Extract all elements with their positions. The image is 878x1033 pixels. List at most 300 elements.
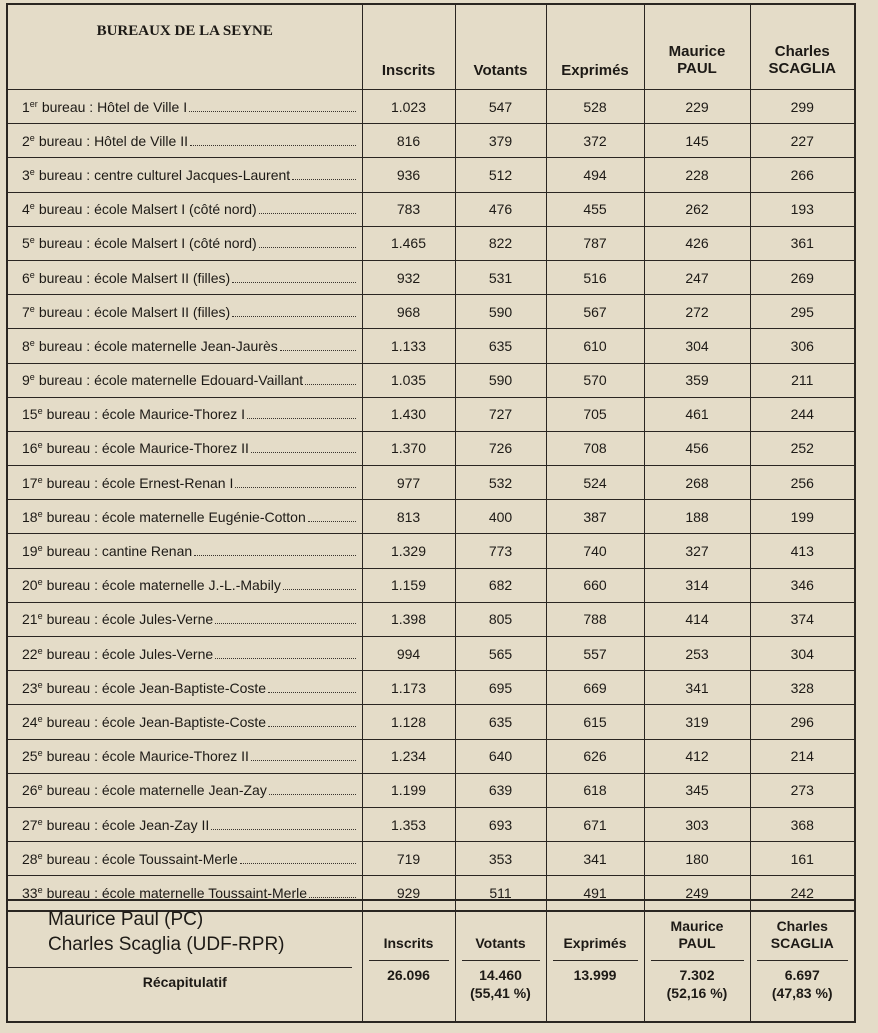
bureau-number-value: 8 (22, 337, 30, 354)
table-row (7, 739, 855, 773)
votants-cell: 727 (455, 397, 546, 431)
scaglia-cell: 244 (750, 397, 855, 431)
bureau-number (22, 270, 35, 286)
bureau-number-value: 20 (22, 577, 38, 594)
leader-dots (280, 350, 356, 351)
exprimes-cell: 557 (546, 637, 644, 671)
votants-cell: 726 (455, 431, 546, 465)
bureau-number-value: 28 (22, 850, 38, 867)
bureau-ordinal-suffix: e (29, 337, 35, 348)
table-row (7, 397, 855, 431)
bureau-ordinal-suffix: e (29, 235, 35, 246)
bureau-label: bureau : école maternelle Eugénie-Cotton (46, 508, 306, 525)
paul-cell: 456 (644, 431, 750, 465)
bureau-ordinal-suffix: e (37, 474, 43, 485)
bureau-label: bureau : école maternelle J.-L.-Mabily (46, 577, 281, 594)
bureau-label-wrap (22, 543, 356, 559)
paul-cell: 249 (644, 876, 750, 911)
table-row (7, 807, 855, 841)
bureau-cell (7, 500, 362, 534)
bureau-number-value: 25 (22, 748, 38, 765)
bureau-ordinal-suffix: e (29, 166, 35, 177)
bureau-ordinal-suffix: e (37, 884, 43, 895)
paul-cell: 461 (644, 397, 750, 431)
recap-paul-cell (644, 900, 750, 1022)
inscrits-cell: 1.023 (362, 90, 455, 124)
scaglia-cell: 211 (750, 363, 855, 397)
bureau-cell (7, 807, 362, 841)
table-row (7, 466, 855, 500)
bureau-number (22, 577, 43, 593)
bureau-number (22, 235, 35, 251)
bureau-label: bureau : école Malsert II (filles) (38, 269, 231, 286)
paul-cell: 228 (644, 158, 750, 192)
bureau-number-value: 9 (22, 372, 30, 389)
bureau-label-wrap (22, 133, 356, 149)
scaglia-cell: 214 (750, 739, 855, 773)
table-row (7, 226, 855, 260)
bureau-number-value: 23 (22, 679, 38, 696)
votants-cell: 639 (455, 773, 546, 807)
bureau-cell (7, 192, 362, 226)
bureau-label: bureau : école Jean-Zay II (46, 816, 210, 833)
bureau-ordinal-suffix: e (37, 748, 43, 759)
bureau-number-value: 1 (22, 98, 30, 115)
table-row (7, 637, 855, 671)
bureau-label-wrap (22, 201, 356, 217)
exprimes-cell: 705 (546, 397, 644, 431)
paul-cell: 247 (644, 260, 750, 294)
bureau-cell (7, 534, 362, 568)
bureau-number-value: 5 (22, 235, 30, 252)
recap-scaglia-header (757, 901, 849, 961)
recap-scaglia-cell (750, 900, 855, 1022)
bureau-ordinal-suffix: e (37, 850, 43, 861)
scaglia-header-last: SCAGLIA (768, 60, 836, 77)
bureau-label-wrap (22, 509, 356, 525)
bureau-label-wrap (22, 748, 356, 764)
bureau-cell (7, 705, 362, 739)
scaglia-cell: 306 (750, 329, 855, 363)
exprimes-cell: 671 (546, 807, 644, 841)
leader-dots (232, 316, 355, 317)
table-row (7, 90, 855, 124)
paul-cell: 180 (644, 842, 750, 876)
scaglia-cell: 296 (750, 705, 855, 739)
bureau-label-wrap (22, 577, 356, 593)
scaglia-cell: 242 (750, 876, 855, 911)
bureau-cell (7, 295, 362, 329)
leader-dots (259, 247, 356, 248)
bureau-label-wrap (22, 372, 356, 388)
inscrits-cell: 813 (362, 500, 455, 534)
recap-inscrits-value: 26.096 (387, 967, 430, 983)
votants-cell: 511 (455, 876, 546, 911)
scaglia-cell: 269 (750, 260, 855, 294)
bureau-label: bureau : école maternelle Jean-Jaurès (38, 337, 278, 354)
paul-header (644, 4, 750, 90)
recap-candidate-1: Maurice Paul (PC) (48, 909, 204, 930)
inscrits-cell: 719 (362, 842, 455, 876)
bureau-ordinal-suffix: e (37, 679, 43, 690)
bureau-cell (7, 568, 362, 602)
scaglia-cell: 273 (750, 773, 855, 807)
bureau-number (22, 475, 43, 491)
bureau-number-value: 7 (22, 303, 30, 320)
recap-votants-header: Votants (462, 901, 540, 961)
recap-exprimes-cell (546, 900, 644, 1022)
bureau-ordinal-suffix: e (29, 269, 35, 280)
bureau-cell (7, 260, 362, 294)
bureau-number (22, 133, 35, 149)
paul-cell: 272 (644, 295, 750, 329)
bureau-number-value: 4 (22, 201, 30, 218)
paul-cell: 345 (644, 773, 750, 807)
votants-cell: 531 (455, 260, 546, 294)
recap-inscrits-cell (362, 900, 455, 1022)
recap-paul-last: PAUL (678, 935, 716, 951)
recap-paul-number: 7.302 (679, 967, 715, 983)
table-row (7, 842, 855, 876)
exprimes-cell: 567 (546, 295, 644, 329)
bureau-cell (7, 466, 362, 500)
leader-dots (268, 692, 355, 693)
bureau-ordinal-suffix: e (37, 816, 43, 827)
leader-dots (268, 726, 355, 727)
votants-cell: 640 (455, 739, 546, 773)
bureau-label: bureau : école Maurice-Thorez II (46, 748, 249, 765)
table-row (7, 773, 855, 807)
bureau-label: bureau : école maternelle Toussaint-Merle (46, 884, 308, 901)
bureau-label: bureau : école Ernest-Renan I (46, 474, 234, 491)
scaglia-cell: 161 (750, 842, 855, 876)
bureau-ordinal-suffix: er (29, 98, 38, 109)
votants-cell: 773 (455, 534, 546, 568)
bureau-label-wrap (22, 680, 356, 696)
leader-dots (251, 452, 356, 453)
paul-cell: 303 (644, 807, 750, 841)
bureau-ordinal-suffix: e (37, 782, 43, 793)
recap-candidate-2: Charles Scaglia (UDF-RPR) (48, 934, 285, 955)
bureau-label: bureau : école Toussaint-Merle (46, 850, 238, 867)
exprimes-cell: 615 (546, 705, 644, 739)
recap-votants-value (456, 961, 546, 1002)
paul-header-last: PAUL (677, 60, 717, 77)
recap-paul-first: Maurice (670, 918, 724, 934)
bureau-number-value: 27 (22, 816, 38, 833)
recap-candidates (8, 901, 352, 968)
table-row (7, 260, 855, 294)
leader-dots (232, 282, 355, 283)
recap-table (6, 899, 856, 1023)
inscrits-cell: 783 (362, 192, 455, 226)
recap-scaglia-value (751, 961, 855, 1002)
inscrits-cell: 1.035 (362, 363, 455, 397)
inscrits-cell: 929 (362, 876, 455, 911)
bureau-label: bureau : école Malsert I (côté nord) (38, 235, 257, 252)
recap-paul-value (645, 961, 750, 1002)
bureau-cell (7, 671, 362, 705)
exprimes-cell: 491 (546, 876, 644, 911)
bureau-number (22, 680, 43, 696)
bureau-number (22, 406, 43, 422)
bureau-number (22, 851, 43, 867)
inscrits-cell: 1.159 (362, 568, 455, 602)
votants-cell: 476 (455, 192, 546, 226)
bureau-number-value: 19 (22, 543, 38, 560)
paul-cell: 304 (644, 329, 750, 363)
bureau-label-wrap (22, 714, 356, 730)
leader-dots (215, 623, 355, 624)
scaglia-cell: 227 (750, 124, 855, 158)
scaglia-cell: 299 (750, 90, 855, 124)
recap-exprimes-header: Exprimés (553, 901, 638, 961)
bureau-label-wrap (22, 406, 356, 422)
bureau-label-wrap (22, 235, 356, 251)
scaglia-header-first: Charles (774, 43, 830, 60)
bureau-number-value: 21 (22, 611, 38, 628)
paul-cell: 414 (644, 602, 750, 636)
bureau-ordinal-suffix: e (37, 508, 43, 519)
inscrits-cell: 932 (362, 260, 455, 294)
bureau-label: bureau : Hôtel de Ville II (38, 132, 188, 149)
bureau-label-wrap (22, 270, 356, 286)
bureau-cell (7, 602, 362, 636)
inscrits-cell: 816 (362, 124, 455, 158)
inscrits-cell: 1.234 (362, 739, 455, 773)
bureau-number (22, 99, 38, 115)
leader-dots (211, 829, 355, 830)
paul-cell: 229 (644, 90, 750, 124)
bureau-number (22, 338, 35, 354)
bureau-number-value: 26 (22, 782, 38, 799)
bureau-cell (7, 397, 362, 431)
votants-cell: 695 (455, 671, 546, 705)
inscrits-cell: 1.199 (362, 773, 455, 807)
leader-dots (190, 145, 356, 146)
bureau-ordinal-suffix: e (37, 611, 43, 622)
bureau-label-wrap (22, 475, 356, 491)
bureau-cell (7, 637, 362, 671)
bureau-number (22, 611, 43, 627)
bureau-number (22, 748, 43, 764)
votants-cell: 547 (455, 90, 546, 124)
exprimes-cell: 610 (546, 329, 644, 363)
scaglia-cell: 328 (750, 671, 855, 705)
bureau-ordinal-suffix: e (37, 440, 43, 451)
bureau-ordinal-suffix: e (37, 543, 43, 554)
table-row (7, 568, 855, 602)
bureau-number-value: 24 (22, 713, 38, 730)
paul-cell: 262 (644, 192, 750, 226)
exprimes-cell: 341 (546, 842, 644, 876)
bureau-label-wrap (22, 646, 356, 662)
bureau-number (22, 440, 43, 456)
bureau-number-value: 18 (22, 508, 38, 525)
bureau-number (22, 543, 43, 559)
bureau-ordinal-suffix: e (29, 372, 35, 383)
inscrits-cell: 1.329 (362, 534, 455, 568)
bureau-label-wrap (22, 782, 356, 798)
table-row (7, 363, 855, 397)
exprimes-cell: 788 (546, 602, 644, 636)
recap-paul-header (651, 901, 744, 961)
leader-dots (308, 521, 356, 522)
bureau-label: bureau : cantine Renan (46, 543, 193, 560)
recap-row (7, 900, 855, 1022)
scaglia-cell: 252 (750, 431, 855, 465)
bureau-label-wrap (22, 851, 356, 867)
votants-cell: 512 (455, 158, 546, 192)
table-row (7, 500, 855, 534)
table-row (7, 295, 855, 329)
bureau-label-wrap (22, 99, 356, 115)
exprimes-cell: 570 (546, 363, 644, 397)
bureau-number (22, 304, 35, 320)
votants-cell: 353 (455, 842, 546, 876)
leader-dots (283, 589, 356, 590)
votants-cell: 590 (455, 295, 546, 329)
votants-cell: 590 (455, 363, 546, 397)
recap-scaglia-number: 6.697 (784, 967, 820, 983)
bureau-number-value: 3 (22, 166, 30, 183)
exprimes-cell: 494 (546, 158, 644, 192)
votants-cell: 822 (455, 226, 546, 260)
table-row (7, 431, 855, 465)
table-row (7, 158, 855, 192)
bureau-cell (7, 124, 362, 158)
recap-paul-pct: (52,16 %) (666, 985, 728, 1001)
inscrits-cell: 1.353 (362, 807, 455, 841)
bureau-number (22, 714, 43, 730)
scaglia-header (750, 4, 855, 90)
bureau-ordinal-suffix: e (37, 406, 43, 417)
bureau-label-wrap (22, 167, 356, 183)
bureau-cell (7, 329, 362, 363)
recap-votants-cell (455, 900, 546, 1022)
bureau-cell (7, 739, 362, 773)
votants-cell: 565 (455, 637, 546, 671)
bureau-ordinal-suffix: e (29, 132, 35, 143)
exprimes-cell: 372 (546, 124, 644, 158)
recap-label: Récapitulatif (142, 974, 227, 990)
paul-header-first: Maurice (668, 43, 726, 60)
bureau-number-value: 15 (22, 406, 38, 423)
inscrits-cell: 1.128 (362, 705, 455, 739)
bureau-cell (7, 363, 362, 397)
bureau-number (22, 817, 43, 833)
table-row (7, 124, 855, 158)
leader-dots (247, 418, 355, 419)
paul-cell: 327 (644, 534, 750, 568)
bureau-cell (7, 158, 362, 192)
bureau-number (22, 782, 43, 798)
bureau-ordinal-suffix: e (37, 713, 43, 724)
leader-dots (269, 794, 356, 795)
table-row (7, 705, 855, 739)
paul-cell: 188 (644, 500, 750, 534)
scaglia-cell: 193 (750, 192, 855, 226)
inscrits-cell: 1.133 (362, 329, 455, 363)
votants-cell: 805 (455, 602, 546, 636)
scaglia-cell: 266 (750, 158, 855, 192)
scaglia-cell: 295 (750, 295, 855, 329)
bureau-cell (7, 90, 362, 124)
bureau-label-wrap (22, 440, 356, 456)
bureau-number-value: 2 (22, 132, 30, 149)
bureau-ordinal-suffix: e (29, 303, 35, 314)
exprimes-cell: 516 (546, 260, 644, 294)
bureau-cell (7, 773, 362, 807)
inscrits-cell: 1.430 (362, 397, 455, 431)
scaglia-cell: 413 (750, 534, 855, 568)
votants-cell: 635 (455, 705, 546, 739)
exprimes-cell: 524 (546, 466, 644, 500)
bureau-cell (7, 431, 362, 465)
votants-cell: 693 (455, 807, 546, 841)
bureau-number-value: 16 (22, 440, 38, 457)
exprimes-cell: 626 (546, 739, 644, 773)
table-row (7, 602, 855, 636)
bureau-label: bureau : Hôtel de Ville I (41, 98, 188, 115)
scaglia-cell: 346 (750, 568, 855, 602)
bureau-number-value: 33 (22, 884, 38, 901)
scaglia-cell: 361 (750, 226, 855, 260)
paul-cell: 314 (644, 568, 750, 602)
results-body (7, 90, 855, 911)
results-header-row (7, 4, 855, 90)
inscrits-cell: 994 (362, 637, 455, 671)
scaglia-cell: 256 (750, 466, 855, 500)
votants-cell: 532 (455, 466, 546, 500)
bureau-ordinal-suffix: e (37, 645, 43, 656)
bureau-cell (7, 842, 362, 876)
leader-dots (292, 179, 355, 180)
paul-cell: 145 (644, 124, 750, 158)
bureau-label: bureau : école Malsert I (côté nord) (38, 201, 257, 218)
exprimes-cell: 660 (546, 568, 644, 602)
votants-cell: 400 (455, 500, 546, 534)
inscrits-cell: 1.370 (362, 431, 455, 465)
paul-cell: 341 (644, 671, 750, 705)
recap-scaglia-last: SCAGLIA (770, 935, 834, 951)
paul-cell: 412 (644, 739, 750, 773)
inscrits-cell: 1.465 (362, 226, 455, 260)
votants-header: Votants (455, 4, 546, 90)
recap-inscrits-header: Inscrits (369, 901, 449, 961)
votants-cell: 379 (455, 124, 546, 158)
leader-dots (235, 487, 355, 488)
recap-scaglia-first: Charles (776, 918, 828, 934)
bureau-label-wrap (22, 611, 356, 627)
exprimes-cell: 787 (546, 226, 644, 260)
bureau-ordinal-suffix: e (29, 201, 35, 212)
bureau-number (22, 509, 43, 525)
exprimes-cell: 669 (546, 671, 644, 705)
recap-exprimes-value: 13.999 (573, 967, 617, 983)
bureau-label: bureau : école Jean-Baptiste-Coste (46, 679, 267, 696)
inscrits-cell: 968 (362, 295, 455, 329)
votants-cell: 635 (455, 329, 546, 363)
bureau-ordinal-suffix: e (37, 577, 43, 588)
scaglia-cell: 304 (750, 637, 855, 671)
bureau-label: bureau : centre culturel Jacques-Laurent (38, 166, 291, 183)
leader-dots (215, 658, 355, 659)
leader-dots (305, 384, 355, 385)
exprimes-cell: 387 (546, 500, 644, 534)
leader-dots (240, 863, 356, 864)
paul-cell: 268 (644, 466, 750, 500)
